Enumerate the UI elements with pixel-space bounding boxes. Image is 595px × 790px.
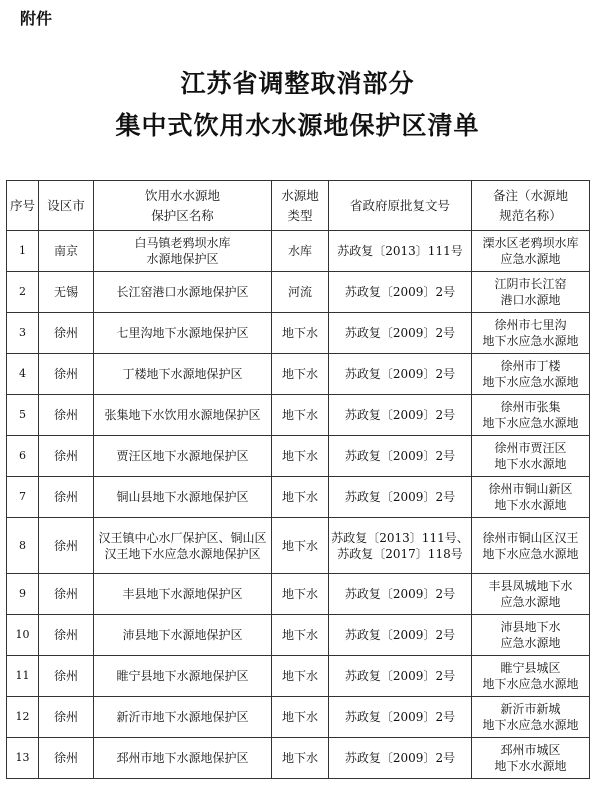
table-row [7, 738, 590, 779]
header-name: 饮用水水源地 保护区名称 [94, 181, 272, 231]
cell-index: 4 [7, 354, 39, 395]
table-row [7, 395, 590, 436]
cell-source-type: 地下水 [272, 574, 329, 615]
cell-approval-number: 苏政复〔2009〕2号 [329, 272, 472, 313]
cell-city: 徐州 [39, 395, 94, 436]
cell-note: 睢宁县城区 地下水应急水源地 [472, 656, 590, 697]
cell-city: 徐州 [39, 354, 94, 395]
cell-index: 3 [7, 313, 39, 354]
cell-approval-number: 苏政复〔2013〕111号 [329, 231, 472, 272]
cell-index: 2 [7, 272, 39, 313]
cell-source-type: 水库 [272, 231, 329, 272]
table-row [7, 313, 590, 354]
cell-city: 徐州 [39, 738, 94, 779]
cell-approval-number: 苏政复〔2009〕2号 [329, 477, 472, 518]
cell-approval-number: 苏政复〔2013〕111号、 苏政复〔2017〕118号 [329, 518, 472, 574]
cell-approval-number: 苏政复〔2009〕2号 [329, 313, 472, 354]
header-type: 水源地 类型 [272, 181, 329, 231]
cell-protection-zone-name: 沛县地下水源地保护区 [94, 615, 272, 656]
cell-note: 徐州市铜山新区 地下水水源地 [472, 477, 590, 518]
cell-note: 沛县地下水 应急水源地 [472, 615, 590, 656]
cell-protection-zone-name: 新沂市地下水源地保护区 [94, 697, 272, 738]
cell-source-type: 地下水 [272, 518, 329, 574]
cell-protection-zone-name: 七里沟地下水源地保护区 [94, 313, 272, 354]
cell-note: 溧水区老鸦坝水库 应急水源地 [472, 231, 590, 272]
cell-approval-number: 苏政复〔2009〕2号 [329, 656, 472, 697]
header-index: 序号 [7, 181, 39, 231]
table-body [7, 231, 590, 779]
cell-index: 12 [7, 697, 39, 738]
cell-note: 徐州市七里沟 地下水应急水源地 [472, 313, 590, 354]
cell-protection-zone-name: 贾汪区地下水源地保护区 [94, 436, 272, 477]
cell-source-type: 地下水 [272, 436, 329, 477]
cell-city: 徐州 [39, 518, 94, 574]
table-row [7, 518, 590, 574]
cell-index: 8 [7, 518, 39, 574]
cell-approval-number: 苏政复〔2009〕2号 [329, 354, 472, 395]
cell-city: 南京 [39, 231, 94, 272]
table-row [7, 231, 590, 272]
cell-city: 徐州 [39, 615, 94, 656]
cell-protection-zone-name: 邳州市地下水源地保护区 [94, 738, 272, 779]
table-row [7, 477, 590, 518]
cell-city: 徐州 [39, 574, 94, 615]
cell-source-type: 地下水 [272, 395, 329, 436]
cell-source-type: 地下水 [272, 738, 329, 779]
cell-note: 新沂市新城 地下水应急水源地 [472, 697, 590, 738]
header-note: 备注（水源地 规范名称） [472, 181, 590, 231]
cell-note: 邳州市城区 地下水水源地 [472, 738, 590, 779]
cell-index: 1 [7, 231, 39, 272]
cell-source-type: 地下水 [272, 615, 329, 656]
table-row [7, 656, 590, 697]
cell-city: 徐州 [39, 477, 94, 518]
cell-source-type: 地下水 [272, 656, 329, 697]
cell-index: 11 [7, 656, 39, 697]
cell-note: 徐州市铜山区汉王 地下水应急水源地 [472, 518, 590, 574]
table-row [7, 354, 590, 395]
cell-source-type: 地下水 [272, 697, 329, 738]
table-row [7, 272, 590, 313]
cell-source-type: 河流 [272, 272, 329, 313]
table-header-row [7, 181, 590, 231]
cell-note: 徐州市贾汪区 地下水水源地 [472, 436, 590, 477]
cell-city: 徐州 [39, 697, 94, 738]
table-row [7, 697, 590, 738]
cell-approval-number: 苏政复〔2009〕2号 [329, 697, 472, 738]
cell-note: 丰县凤城地下水 应急水源地 [472, 574, 590, 615]
cell-index: 7 [7, 477, 39, 518]
cell-index: 5 [7, 395, 39, 436]
cell-protection-zone-name: 丁楼地下水源地保护区 [94, 354, 272, 395]
cell-source-type: 地下水 [272, 477, 329, 518]
cell-city: 徐州 [39, 313, 94, 354]
cell-protection-zone-name: 白马镇老鸦坝水库 水源地保护区 [94, 231, 272, 272]
header-approval: 省政府原批复文号 [329, 181, 472, 231]
cell-protection-zone-name: 张集地下水饮用水源地保护区 [94, 395, 272, 436]
cell-city: 无锡 [39, 272, 94, 313]
page-title-line2: 集中式饮用水水源地保护区清单 [115, 111, 480, 140]
table-row [7, 436, 590, 477]
cell-source-type: 地下水 [272, 313, 329, 354]
water-source-table [6, 180, 590, 779]
cell-protection-zone-name: 汉王镇中心水厂保护区、铜山区 汉王地下水应急水源地保护区 [94, 518, 272, 574]
cell-index: 13 [7, 738, 39, 779]
cell-note: 江阴市长江窑 港口水源地 [472, 272, 590, 313]
header-city: 设区市 [39, 181, 94, 231]
table-row [7, 615, 590, 656]
table-row [7, 574, 590, 615]
cell-city: 徐州 [39, 436, 94, 477]
cell-city: 徐州 [39, 656, 94, 697]
cell-approval-number: 苏政复〔2009〕2号 [329, 738, 472, 779]
cell-protection-zone-name: 长江窑港口水源地保护区 [94, 272, 272, 313]
attachment-label: 附件 [20, 9, 53, 28]
cell-approval-number: 苏政复〔2009〕2号 [329, 574, 472, 615]
cell-approval-number: 苏政复〔2009〕2号 [329, 436, 472, 477]
cell-protection-zone-name: 丰县地下水源地保护区 [94, 574, 272, 615]
cell-index: 10 [7, 615, 39, 656]
cell-note: 徐州市张集 地下水应急水源地 [472, 395, 590, 436]
cell-source-type: 地下水 [272, 354, 329, 395]
page-title-line1: 江苏省调整取消部分 [180, 69, 415, 98]
cell-protection-zone-name: 铜山县地下水源地保护区 [94, 477, 272, 518]
cell-index: 9 [7, 574, 39, 615]
cell-approval-number: 苏政复〔2009〕2号 [329, 395, 472, 436]
cell-protection-zone-name: 睢宁县地下水源地保护区 [94, 656, 272, 697]
cell-approval-number: 苏政复〔2009〕2号 [329, 615, 472, 656]
cell-index: 6 [7, 436, 39, 477]
cell-note: 徐州市丁楼 地下水应急水源地 [472, 354, 590, 395]
